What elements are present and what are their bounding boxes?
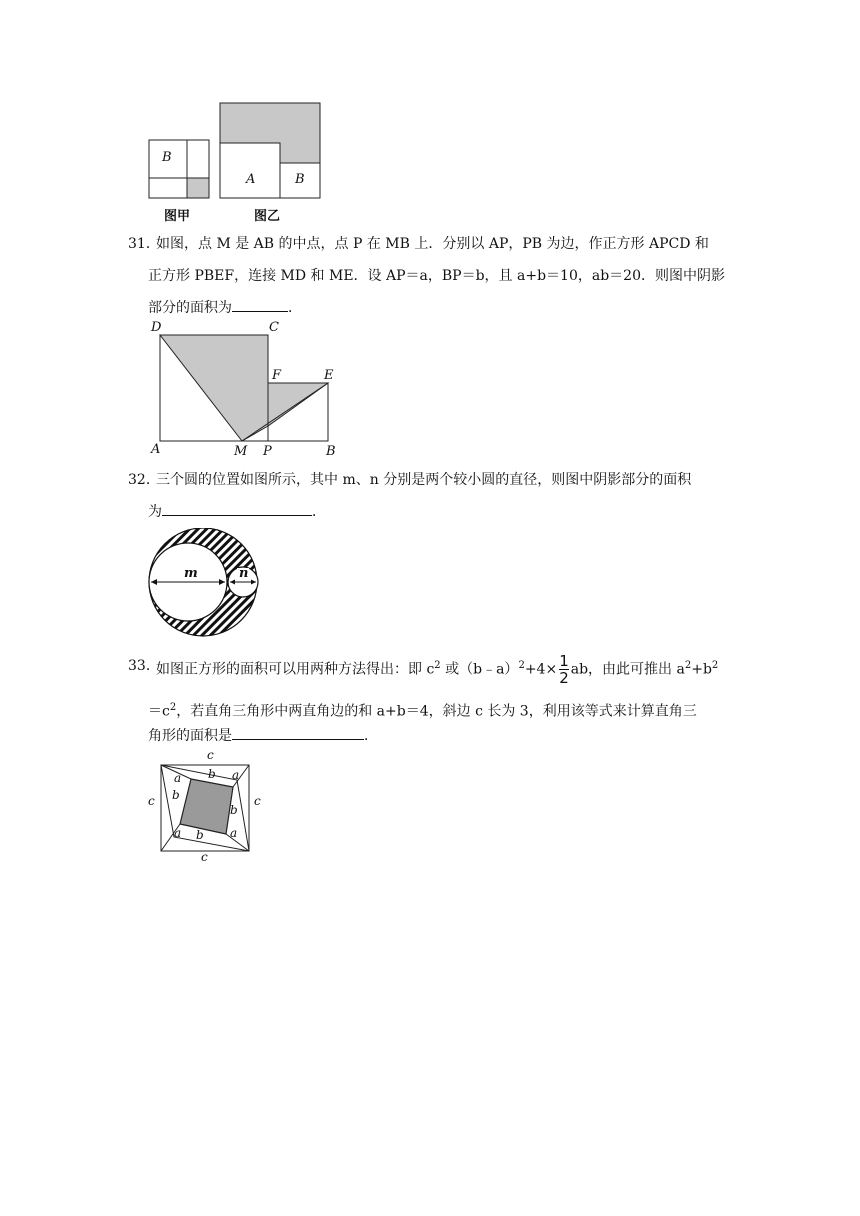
question-31-line2: 正方形 PBEF，连接 MD 和 ME．设 AP＝a，BP＝b，且 a+b＝10，ab＝20．则图中阴影 xyxy=(148,268,725,284)
q33-text-b: 或（b﹣a） xyxy=(440,661,519,678)
figure-33-svg xyxy=(144,748,268,866)
q33-text-c: +4× xyxy=(524,661,558,678)
question-31-line3-end: ． xyxy=(288,300,302,316)
q33-sup-2: 2 xyxy=(518,660,525,671)
answer-blank-33 xyxy=(232,725,364,740)
label-yi-A: A xyxy=(246,172,256,187)
answer-blank-32 xyxy=(162,501,312,516)
question-33-number: 33． xyxy=(128,658,160,674)
question-32-line2-text: 为 xyxy=(148,504,162,520)
label-c-left: c xyxy=(148,794,155,808)
figure-32-svg xyxy=(146,528,266,640)
label-c-top: c xyxy=(207,748,214,762)
figure-jia-yi xyxy=(140,96,340,226)
q33-text-a: 如图正方形的面积可以用两种方法得出：即 c xyxy=(156,661,435,678)
label-m: m xyxy=(184,566,198,581)
label-yi-B: B xyxy=(295,172,305,187)
label-b-left: b xyxy=(172,788,180,802)
label-c-right: c xyxy=(254,794,261,808)
q33-sup-4: 2 xyxy=(711,660,719,671)
caption-yi: 图乙 xyxy=(254,209,281,224)
label-c-bottom: c xyxy=(201,850,208,864)
label-a-br: a xyxy=(230,826,238,840)
label-D: D xyxy=(151,320,162,335)
answer-blank-31 xyxy=(232,297,288,312)
q33-sup-3: 2 xyxy=(684,660,692,671)
fraction-denominator: 2 xyxy=(559,669,569,688)
q33-text-d: ab，由此可推出 a xyxy=(570,661,685,678)
question-32-line1: 三个圆的位置如图所示，其中 m、n 分别是两个较小圆的直径，则图中阴影部分的面积 xyxy=(156,472,692,488)
question-31-line1: 如图，点 M 是 AB 的中点，点 P 在 MB 上．分别以 AP，PB 为边，作正方形 APCD 和 xyxy=(156,236,709,252)
label-a-tl: a xyxy=(174,771,182,785)
figure-33 xyxy=(144,748,268,866)
question-32-number: 32． xyxy=(128,472,160,488)
figure-31-svg xyxy=(148,318,348,460)
label-M: M xyxy=(234,444,248,459)
q33-sup-1: 2 xyxy=(434,660,441,671)
q33-line2-a: ＝c xyxy=(148,703,170,720)
q33-line2-sup: 2 xyxy=(169,702,177,713)
label-F: F xyxy=(272,368,282,383)
caption-jia: 图甲 xyxy=(164,209,191,224)
label-a-tr: a xyxy=(232,768,240,782)
question-33-line3-end: ． xyxy=(364,728,378,744)
label-b-right: b xyxy=(230,803,238,817)
label-A: A xyxy=(151,442,161,457)
label-a-bl: a xyxy=(174,826,182,840)
question-33-line3-text: 角形的面积是 xyxy=(148,728,232,744)
label-C: C xyxy=(269,320,279,335)
question-31-number: 31． xyxy=(128,236,160,252)
question-31-line3-text: 部分的面积为 xyxy=(148,300,232,316)
label-jia-B: B xyxy=(162,150,172,165)
question-32-line2-end: ． xyxy=(312,504,326,520)
label-E: E xyxy=(324,368,334,383)
label-B: B xyxy=(326,444,336,459)
figure-32 xyxy=(146,528,266,640)
q33-line2-b: ，若直角三角形中两直角边的和 a+b＝4，斜边 c 长为 3，利用该等式来计算直角三 xyxy=(176,703,697,720)
label-n: n xyxy=(239,566,249,581)
fraction-one-half xyxy=(559,653,569,686)
fraction-numerator: 1 xyxy=(559,652,569,671)
q33-text-e: +b xyxy=(691,661,712,678)
figure-31 xyxy=(148,318,348,460)
label-P: P xyxy=(263,444,272,459)
label-b-top: b xyxy=(208,767,216,781)
question-33-line1 xyxy=(156,646,718,690)
question-32-line2 xyxy=(148,496,326,528)
label-b-bottom: b xyxy=(196,828,204,842)
